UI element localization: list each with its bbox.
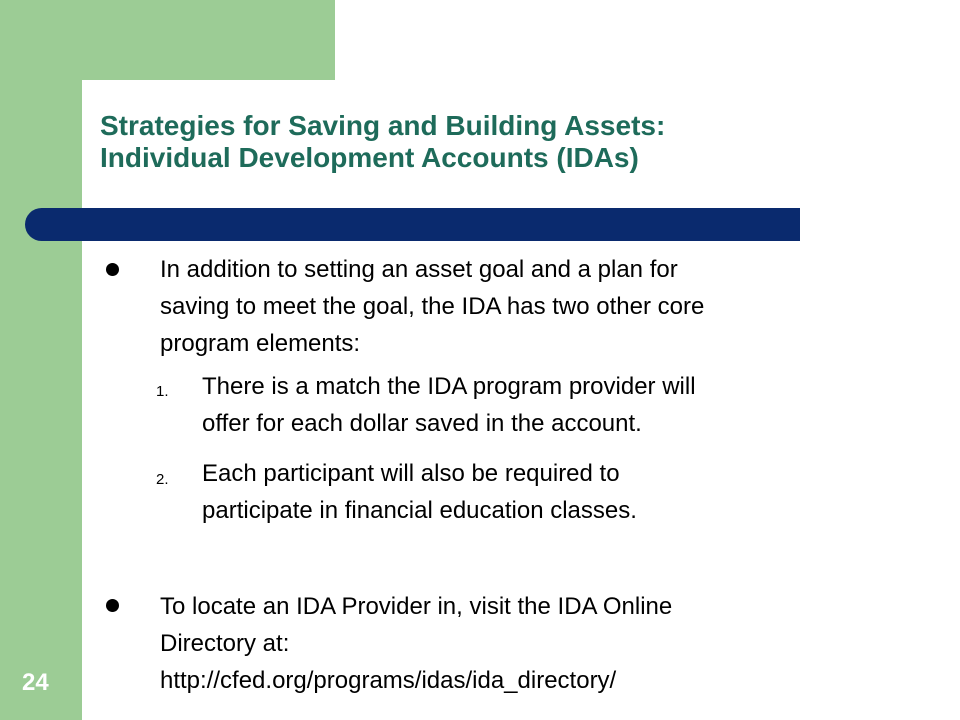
bullet-1-line-2: saving to meet the goal, the IDA has two other core: [160, 293, 705, 320]
bullet-1-line-3: program elements:: [160, 330, 361, 357]
slide-title: [100, 110, 920, 174]
bullet-dot-icon: [106, 263, 119, 276]
green-top-band: [82, 0, 335, 80]
title-underline-bar: [25, 208, 800, 241]
title-line-2: Individual Development Accounts (IDAs): [100, 142, 639, 173]
numbered-1-line-2: offer for each dollar saved in the account.: [202, 410, 642, 437]
numbered-2-line-1: Each participant will also be required to: [202, 460, 620, 487]
directory-link[interactable]: http://cfed.org/programs/idas/ida_directory/: [160, 667, 617, 694]
numbered-item-2: [202, 455, 637, 529]
list-number-2: 2.: [156, 471, 169, 488]
bullet-2-line-1: To locate an IDA Provider in, visit the IDA Online: [160, 593, 673, 620]
bullet-item-2: [160, 588, 672, 699]
numbered-2-line-2: participate in financial education classes.: [202, 497, 637, 524]
bullet-dot-icon: [106, 599, 119, 612]
bullet-item-1: [160, 251, 704, 362]
bullet-1-line-1: In addition to setting an asset goal and a plan for: [160, 256, 678, 283]
bullet-2-line-2: Directory at:: [160, 630, 290, 657]
title-line-1: Strategies for Saving and Building Assets:: [100, 110, 666, 141]
numbered-item-1: [202, 368, 696, 442]
numbered-1-line-1: There is a match the IDA program provider will: [202, 373, 696, 400]
green-left-band: [0, 0, 82, 720]
list-number-1: 1.: [156, 383, 169, 400]
page-number: 24: [22, 669, 49, 696]
